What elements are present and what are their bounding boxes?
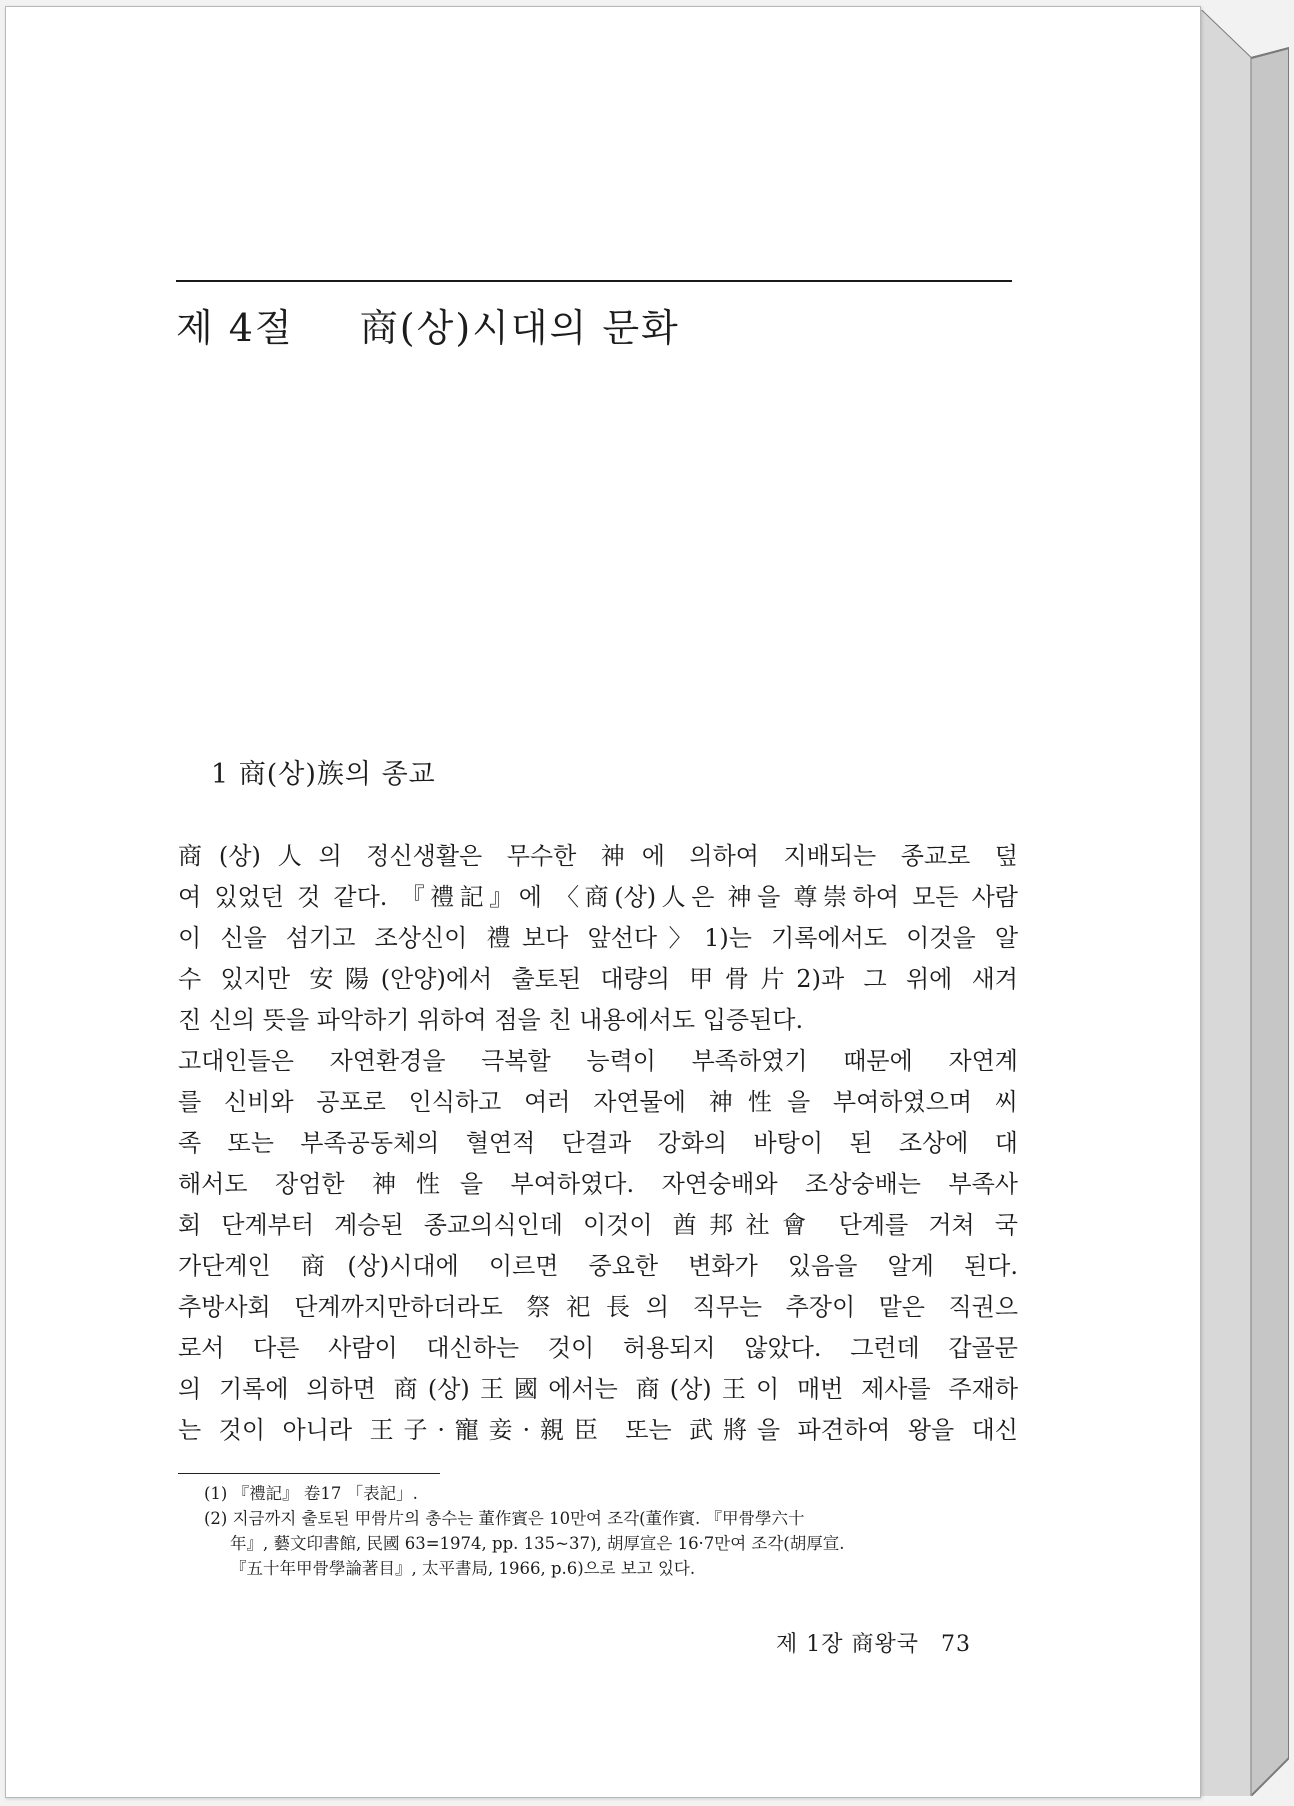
body-line: 가단계인 商(상)시대에 이르면 중요한 변화가 있음을 알게 된다.	[178, 1252, 1018, 1280]
running-footer	[776, 1627, 971, 1658]
body-line: 족 또는 부족공동체의 혈연적 단결과 강화의 바탕이 된 조상에 대	[178, 1129, 1018, 1157]
document-page	[5, 6, 1201, 1798]
body-line: 여 있었던 것 같다. 『禮記』에 〈商(상)人은 神을 尊崇하여 모든 사람	[178, 883, 1018, 911]
section-heading: 1 商(상)族의 종교	[211, 759, 436, 790]
body-line: 商(상)人의 정신생활은 무수한 神에 의하여 지배되는 종교로 덮	[178, 842, 1018, 870]
footnote-2: (2) 지금까지 출토된 甲骨片의 총수는 董作賓은 10만여 조각(董作賓. 『甲骨學六十	[204, 1509, 805, 1528]
footer-chapter-label: 제 1장 商왕국	[776, 1632, 919, 1657]
book-page-edges	[1201, 10, 1289, 1796]
body-line: 진 신의 뜻을 파악하기 위하여 점을 친 내용에서도 입증된다.	[178, 1006, 804, 1034]
page-number: 73	[941, 1632, 971, 1657]
footnote-rule	[178, 1473, 440, 1474]
body-line: 로서 다른 사람이 대신하는 것이 허용되지 않았다. 그런데 갑골문	[178, 1334, 1018, 1362]
body-line: 는 것이 아니라 王子·寵妾·親臣 또는 武將을 파견하여 왕을 대신	[178, 1416, 1018, 1444]
footnote-1: (1) 『禮記』 卷17 「表記」.	[204, 1484, 418, 1503]
body-line: 의 기록에 의하면 商(상)王國에서는 商(상)王이 매번 제사를 주재하	[178, 1375, 1018, 1403]
section-number: 제 4절	[176, 306, 294, 350]
body-line: 회 단계부터 계승된 종교의식인데 이것이 酋邦社會 단계를 거쳐 국	[178, 1211, 1018, 1239]
footnote-2-continued: 『五十年甲骨學論著目』, 太平書局, 1966, p.6)으로 보고 있다.	[230, 1559, 696, 1578]
body-line: 이 신을 섬기고 조상신이 禮보다 앞선다〉1)는 기록에서도 이것을 알	[178, 924, 1018, 952]
footnotes	[204, 1481, 1020, 1581]
body-line: 해서도 장엄한 神性을 부여하였다. 자연숭배와 조상숭배는 부족사	[178, 1170, 1018, 1198]
body-line: 수 있지만 安陽(안양)에서 출토된 대량의 甲骨片2)과 그 위에 새겨	[178, 965, 1018, 993]
body-text	[178, 836, 1018, 1451]
body-line: 추방사회 단계까지만하더라도 祭祀長의 직무는 추장이 맡은 직권으	[178, 1293, 1018, 1321]
footnote-2-continued: 年』, 藝文印書館, 民國 63=1974, pp. 135~37), 胡厚宣은 16·7만여 조각(胡厚宣.	[230, 1534, 845, 1553]
chapter-title	[176, 297, 680, 352]
body-line: 를 신비와 공포로 인식하고 여러 자연물에 神性을 부여하였으며 씨	[178, 1088, 1018, 1116]
chapter-title-text: 商(상)시대의 문화	[359, 306, 680, 350]
title-rule	[176, 280, 1012, 282]
body-line: 고대인들은 자연환경을 극복할 능력이 부족하였기 때문에 자연계	[178, 1047, 1018, 1075]
